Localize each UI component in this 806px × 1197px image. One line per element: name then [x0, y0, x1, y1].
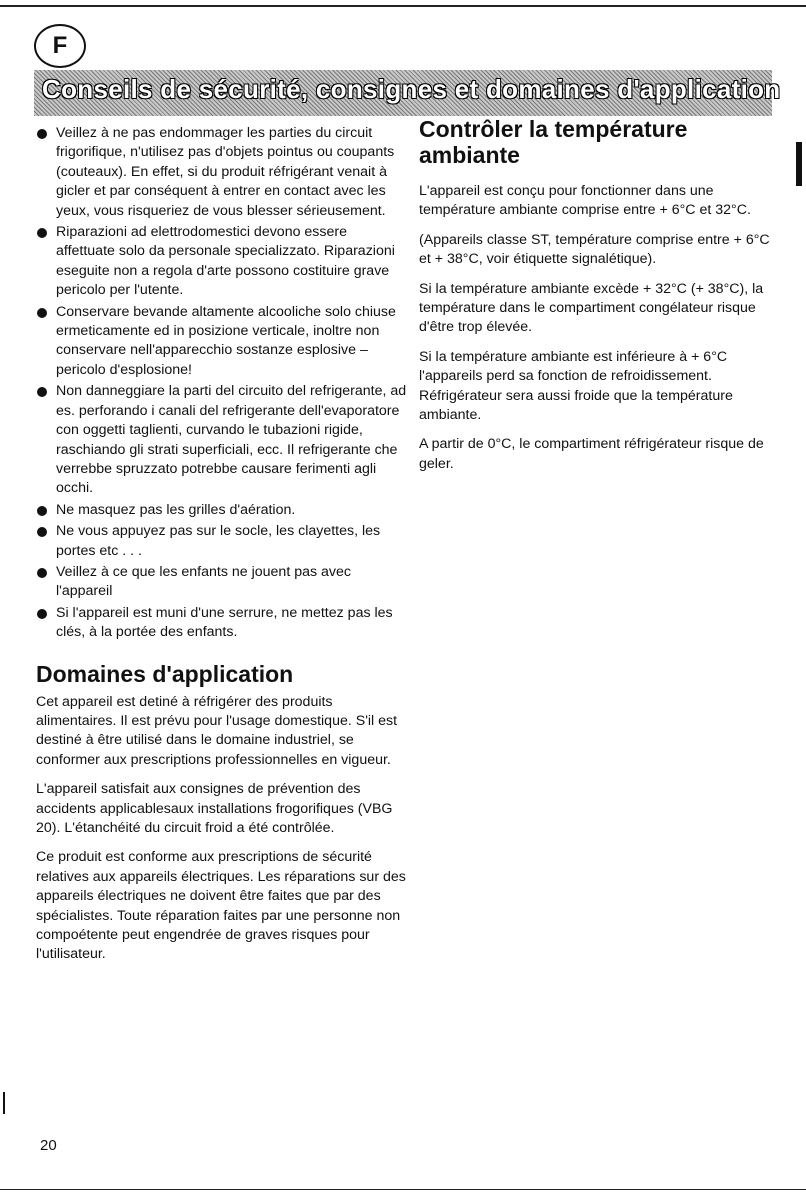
safety-list	[36, 124, 408, 643]
domaines-paragraph: L'appareil satisfait aux consignes de prévention des accidents applicablesaux installations frogorifiques (VBG 20). L'étanchéité du circuit froid a été contrôlée.	[36, 781, 393, 836]
temperature-heading: Contrôler la température ambiante	[419, 116, 688, 168]
left-edge-mark	[3, 1092, 5, 1114]
section-banner	[34, 70, 781, 116]
right-column	[419, 116, 779, 484]
banner-title: Conseils de sécurité, consignes et domaines d'application	[42, 74, 781, 104]
right-edge-mark	[796, 142, 802, 186]
temperature-paragraph: Si la température ambiante excède + 32°C (+ 38°C), la température dans le compartiment congélateur risque d'être trop élevée.	[419, 280, 764, 336]
domaines-heading: Domaines d'application	[36, 660, 294, 687]
domaines-paragraph: Cet appareil est detiné à réfrigérer des produits alimentaires. Il est prévu pour l'usage domestique. S'il est destiné à être utilisé dans le domaine industriel, se conformer aux prescriptions professionnelles en vigueur.	[36, 693, 398, 768]
temperature-paragraph: L'appareil est conçu pour fonctionner dans une température ambiante comprise entre + 6°C et 32°C.	[419, 183, 751, 219]
list-item: Ne masquez pas les grilles d'aération.	[36, 501, 408, 520]
language-badge	[34, 24, 86, 68]
list-item: Riparazioni ad elettrodomestici devono essere affettuate solo da personale specializzato. Riparazioni eseguite non a regola d'arte possono costituire grave pericolo per l'utente.	[36, 223, 408, 301]
left-column	[36, 124, 408, 975]
list-item: Si l'appareil est muni d'une serrure, ne mettez pas les clés, à la portée des enfants.	[36, 604, 408, 643]
list-item: Veillez à ne pas endommager les parties du circuit frigorifique, n'utilisez pas d'objets pointus ou coupants (couteaux). En effet, si du produit réfrigérant venait à gicler et par conséquent à entrer en contact avec les yeux, vous risqueriez de vous blesser sérieusement.	[36, 124, 408, 221]
list-item: Conservare bevande altamente alcooliche solo chiuse ermeticamente ed in posizione verticale, inoltre non conservare nell'apparecchio sostanze esplosive – pericolo d'esplosione!	[36, 303, 408, 381]
list-item: Veillez à ce que les enfants ne jouent pas avec l'appareil	[36, 563, 408, 602]
bottom-scan-rule	[0, 1189, 806, 1190]
list-item: Non danneggiare la parti del circuito del refrigerante, ad es. perforando i canali del refrigerante dell'evaporatore con oggetti taglienti, curvando le tubazioni rigide, raschiando gli strati superficiali, ecc. Il refrigerante che verrebbe spruzzato potrebbe causare ferimenti agli occhi.	[36, 382, 408, 498]
top-scan-rule	[0, 5, 806, 7]
temperature-paragraph: Si la température ambiante est inférieure à + 6°C l'appareils perd sa fonction de refroidissement. Réfrigérateur sera aussi froide que la température ambiante.	[419, 348, 733, 424]
temperature-paragraph: (Appareils classe ST, température comprise entre + 6°C et + 38°C, voir étiquette signalétique).	[419, 231, 770, 268]
page-number: 20	[40, 1137, 57, 1154]
language-badge-label: F	[52, 32, 68, 59]
list-item: Ne vous appuyez pas sur le socle, les clayettes, les portes etc . . .	[36, 522, 408, 561]
temperature-paragraph: A partir de 0°C, le compartiment réfrigérateur risque de geler.	[419, 436, 764, 472]
domaines-paragraph: Ce produit est conforme aux prescriptions de sécurité relatives aux appareils électriques. Les réparations sur des appareils électriques ne doivent être faites que par des spécialistes. Toute réparation faites par une personne non compoétente peut engendrée de graves risques pour l'utilisateur.	[36, 849, 406, 963]
